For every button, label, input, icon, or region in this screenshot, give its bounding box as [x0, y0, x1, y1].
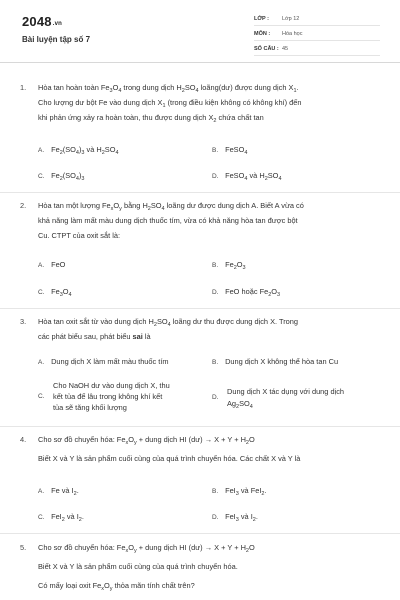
- option-c[interactable]: C. $Fe_3O_4$: [38, 287, 72, 298]
- option-d[interactable]: D. FeSO$_4$ và $H_2SO_4$: [212, 171, 282, 182]
- stem-line: Cho sơ đồ chuyển hóa: $Fe_xO_y$ + dung dịch HI (dư) → $X + Y + H_2O$: [38, 543, 255, 554]
- stem-line: khả năng làm mất màu dung dịch thuốc tím, vừa có khả năng hòa tan được bột: [38, 216, 298, 225]
- question-divider: [0, 192, 400, 193]
- option-d[interactable]: D. FeI$_3$ và $I_2$.: [212, 512, 258, 523]
- question-1: [20, 80, 382, 125]
- stem-line: Biết X và Y là sản phẩm cuối cùng của quá trình chuyển hóa.: [38, 562, 238, 571]
- meta-subject: [254, 28, 380, 41]
- stem-line: Có mấy loại oxit $Fe_xO_y$ thỏa mãn tính chất trên?: [38, 581, 195, 592]
- stem-line: các phát biểu sau, phát biểu sai là: [38, 332, 151, 341]
- page-header: [0, 0, 400, 62]
- option-c[interactable]: C. $Fe_2(SO_4)_3$: [38, 171, 85, 182]
- stem-line: Hòa tan một lượng $Fe_xO_y$ bằng $H_2SO_4$ loãng dư được dung dịch A. Biết A vừa có: [38, 201, 304, 212]
- question-stem: [38, 198, 382, 243]
- question-stem: [38, 540, 382, 593]
- stem-line: khi phản ứng xảy ra hoàn toàn, thu được dung dịch $X_2$ chứa chất tan: [38, 113, 264, 124]
- option-a[interactable]: A. FeO: [38, 260, 66, 269]
- question-stem: [38, 432, 382, 466]
- meta-value: Hóa học: [282, 31, 303, 37]
- stem-line: Hòa tan oxit sắt từ vào dung dịch $H_2SO_4$ loãng dư thu được dung dịch X. Trong: [38, 317, 299, 328]
- question-number: 1.: [20, 83, 27, 92]
- stem-line: Cho lượng dư bột Fe vào dung dịch $X_1$ (trong điều kiện không có không khí) đến: [38, 98, 302, 109]
- question-divider: [0, 426, 400, 427]
- option-c[interactable]: C. FeI$_2$ và $I_2$.: [38, 512, 84, 523]
- option-c[interactable]: C. Cho NaOH dư vào dung dịch X, thu kết tủa để lâu trong không khí kết tủa sẽ tăng khối lượng: [38, 381, 170, 412]
- meta-value: 45: [282, 46, 289, 52]
- option-a[interactable]: A. $Fe_2(SO_4)_3$ và $H_2SO_4$: [38, 145, 119, 156]
- stem-line: Cho sơ đồ chuyển hóa: $Fe_xO_y$ + dung dịch HI (dư) → $X + Y + H_2O$: [38, 435, 255, 446]
- option-a[interactable]: A. Dung dịch X làm mất màu thuốc tím: [38, 357, 169, 366]
- header-divider: [0, 62, 400, 63]
- question-number: 2.: [20, 201, 27, 210]
- site-logo[interactable]: 2048.vn: [22, 14, 63, 29]
- option-d[interactable]: D. Dung dịch X tác dụng với dung dịch $Ag_2SO_4$: [212, 387, 345, 410]
- meta-key: LỚP :: [254, 16, 269, 22]
- question-4: [20, 432, 382, 466]
- question-2: [20, 198, 382, 243]
- meta-value: Lớp 12: [282, 16, 300, 22]
- question-divider: [0, 308, 400, 309]
- option-d[interactable]: D. FeO hoặc $Fe_2O_3$: [212, 287, 281, 298]
- question-number: 3.: [20, 317, 27, 326]
- option-b[interactable]: B. FeSO$_4$: [212, 145, 248, 156]
- option-a[interactable]: A. Fe và $I_2$.: [38, 486, 79, 497]
- question-stem: [38, 314, 382, 344]
- stem-line: Biết X và Y là sản phẩm cuối cùng của quá trình chuyển hóa. Các chất X và Y là: [38, 454, 301, 463]
- page-title: Bài luyện tập số 7: [22, 35, 91, 44]
- meta-key: SỐ CÂU :: [254, 46, 279, 52]
- option-b[interactable]: B. Dung dịch X không thể hòa tan Cu: [212, 357, 339, 366]
- option-b[interactable]: B. FeI$_3$ và FeI$_2$.: [212, 486, 267, 497]
- meta-count: [254, 43, 380, 56]
- question-divider: [0, 533, 400, 534]
- question-number: 4.: [20, 435, 27, 444]
- question-5: [20, 540, 382, 593]
- question-3: [20, 314, 382, 344]
- stem-line: Cu. CTPT của oxit sắt là:: [38, 231, 121, 240]
- question-stem: [38, 80, 382, 125]
- question-number: 5.: [20, 543, 27, 552]
- stem-line: Hòa tan hoàn toàn $Fe_3O_4$ trong dung dịch $H_2SO_4$ loãng(dư) được dung dịch $X_1$.: [38, 83, 299, 94]
- meta-key: MÔN :: [254, 31, 271, 37]
- option-b[interactable]: B. $Fe_2O_3$: [212, 260, 246, 271]
- meta-class: [254, 13, 380, 26]
